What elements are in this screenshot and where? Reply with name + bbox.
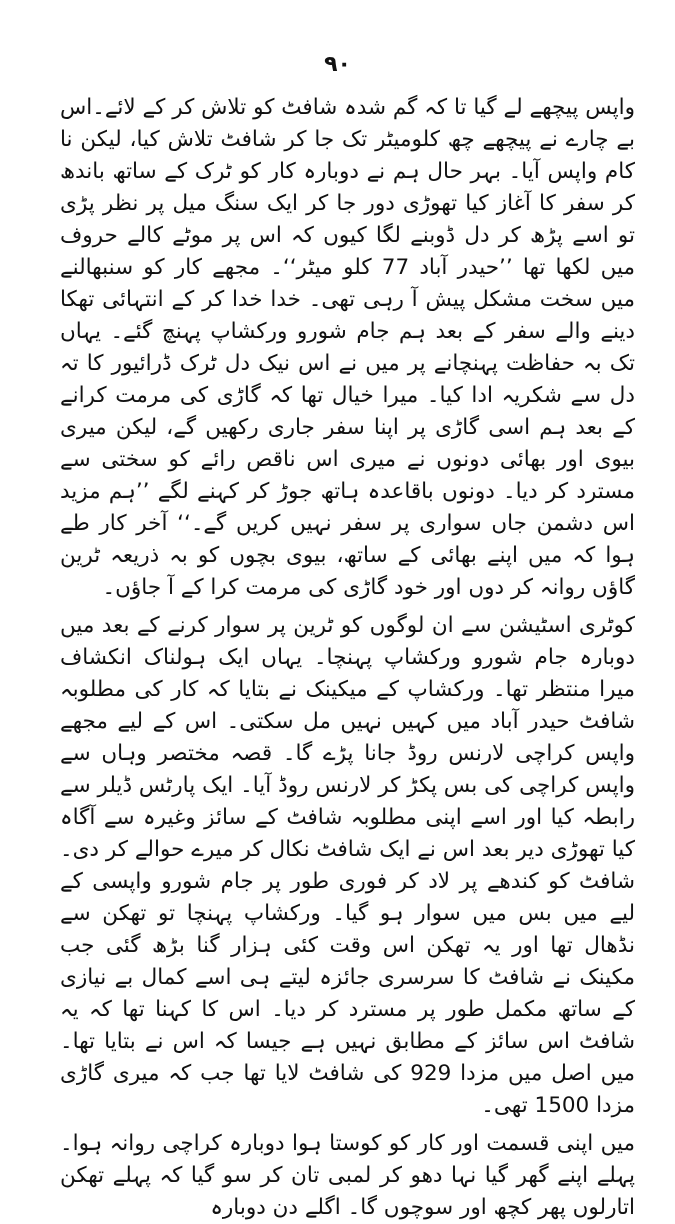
page-body xyxy=(60,92,635,1224)
paragraph-2: کوٹری اسٹیشن سے ان لوگوں کو ٹرین پر سوار کرنے کے بعد میں دوبارہ جام شورو ورکشاپ پہنچا۔ یہاں ایک ہولناک انکشاف میرا منتظر تھا۔ ورکشاپ کے میکینک نے بتایا کہ کار کی مطلوبہ شافٹ حیدر آباد میں کہیں نہیں مل سکتی۔ اس کے لیے مجھے واپس کراچی لارنس روڈ جانا پڑے گا۔ قصہ مختصر وہاں سے واپس کراچی کی بس پکڑ کر لارنس روڈ آیا۔ ایک پارٹس ڈیلر سے رابطہ کیا اور اسے اپنی مطلوبہ شافٹ کے سائز وغیرہ سے آگاہ کیا تھوڑی دیر بعد اس نے ایک شافٹ نکال کر میرے حوالے کر دی۔ شافٹ کو کندھے پر لاد کر فوری طور پر جام شورو واپسی کے لیے میں بس میں سوار ہو گیا۔ ورکشاپ پہنچا تو تھکن سے نڈھال تھا اور یہ تھکن اس وقت کئی ہزار گنا بڑھ گئی جب مکینک نے شافٹ کا سرسری جائزہ لیتے ہی اسے کمال بے نیازی کے ساتھ مکمل طور پر مسترد کر دیا۔ اس کا کہنا تھا کہ یہ شافٹ اس سائز کے مطابق نہیں ہے جیسا کہ اس نے بتایا تھا۔ میں اصل میں مزدا 929 کی شافٹ لایا تھا جب کہ میری گاڑی مزدا 1500 تھی۔ xyxy=(60,613,635,1118)
page-number: ۹۰ xyxy=(324,52,351,77)
paragraph-1: واپس پیچھے لے گیا تا کہ گم شدہ شافٹ کو تلاش کر کے لائے۔اس بے چارے نے پیچھے چھ کلومیٹر تک جا کر شافٹ تلاش کیا، لیکن نا کام واپس آیا۔ بہر حال ہم نے دوبارہ کار کو ٹرک کے ساتھ باندھ کر سفر کا آغاز کیا تھوڑی دور جا کر ایک سنگ میل پر نظر پڑی تو اسے پڑھ کر دل ڈوبنے لگا کیوں کہ اس پر موٹے کالے حروف میں لکھا تھا ’’حیدر آباد 77 کلو میٹر‘‘۔ مجھے کار کو سنبھالنے میں سخت مشکل پیش آ رہی تھی۔ خدا خدا کر کے انتہائی تھکا دینے والے سفر کے بعد ہم جام شورو ورکشاپ پہنچ گئے۔ یہاں تک بہ حفاظت پہنچانے پر میں نے اس نیک دل ٹرک ڈرائیور کا تہ دل سے شکریہ ادا کیا۔ میرا خیال تھا کہ گاڑی کی مرمت کرانے کے بعد ہم اسی گاڑی پر اپنا سفر جاری رکھیں گے، لیکن میری بیوی اور بھائی دونوں نے میری اس ناقص رائے کو سختی سے مسترد کر دیا۔ دونوں باقاعدہ ہاتھ جوڑ کر کہنے لگے ’’ہم مزید اس دشمن جاں سواری پر سفر نہیں کریں گے۔‘‘ آخر کار طے ہوا کہ میں اپنے بھائی کے ساتھ، بیوی بچوں کو بہ ذریعہ ٹرین گاؤں روانہ کر دوں اور خود گاڑی کی مرمت کرا کے آ جاؤں۔ xyxy=(60,95,635,600)
paragraph-3: میں اپنی قسمت اور کار کو کوستا ہوا دوبارہ کراچی روانہ ہوا۔ پہلے اپنے گھر گیا نہا دھو کر لمبی تان کر سو گیا کہ پہلے تھکن اتارلوں پھر کچھ اور سوچوں گا۔ اگلے دن دوبارہ xyxy=(60,1131,635,1220)
